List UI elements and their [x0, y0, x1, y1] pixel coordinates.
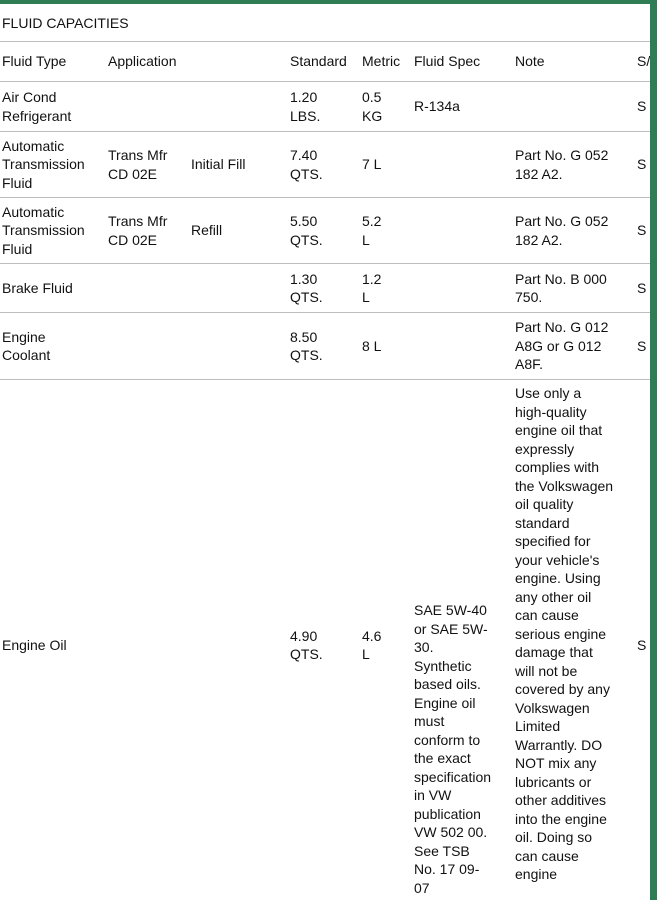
fluid-capacities-table — [0, 4, 650, 900]
cell-standard: 8.50 QTS. — [290, 328, 323, 363]
cell-s: S — [637, 222, 647, 239]
cell-s: S — [637, 98, 647, 115]
cell-fluid-type: Air Cond Refrigerant — [2, 89, 72, 124]
cell-standard: 1.20 LBS. — [290, 89, 321, 124]
cell-application-detail — [191, 380, 281, 900]
cell-application-detail: Initial Fill — [191, 156, 246, 173]
cell-application-detail — [191, 313, 281, 379]
cell-fluid-spec — [414, 132, 508, 197]
header-fluid-spec: Fluid Spec — [414, 53, 481, 70]
header-application: Application — [108, 53, 177, 70]
cell-s: S — [637, 337, 647, 354]
cell-fluid-spec — [414, 264, 508, 312]
cell-application — [108, 313, 188, 379]
table-row — [0, 380, 650, 900]
header-fluid-type: Fluid Type — [2, 53, 67, 70]
cell-fluid-type: Automatic Transmission Fluid — [2, 137, 85, 191]
cell-fluid-type: Engine Oil — [2, 636, 67, 653]
cell-fluid-spec: R-134a — [414, 98, 460, 115]
table-row — [0, 198, 650, 264]
cell-standard: 1.30 QTS. — [290, 270, 323, 305]
table-row — [0, 132, 650, 198]
table-title: FLUID CAPACITIES — [0, 4, 650, 42]
cell-s: S — [637, 279, 647, 296]
cell-note: Part No. G 012 A8G or G 012 A8F. — [515, 319, 609, 373]
cell-standard: 4.90 QTS. — [290, 627, 323, 662]
header-note: Note — [515, 53, 545, 70]
cell-note: Use only a high-quality engine oil that expressly complies with the Volkswagen oil quality standard specified for your vehicle's engine. Using any other oil can cause serious engine damage that will not be covered by any Volkswagen Limited Warrantly. DO NOT mix any lubricants or other additives into the engine oil. Doing so can cause engine — [515, 385, 614, 882]
cell-metric: 1.2 L — [362, 270, 382, 305]
cell-s: S — [637, 636, 647, 653]
cell-application: Trans Mfr CD 02E — [108, 147, 168, 182]
header-s: S/ — [637, 53, 650, 70]
cell-application-detail — [191, 264, 281, 312]
header-standard: Standard — [290, 53, 347, 70]
cell-application — [108, 264, 188, 312]
cell-application: Trans Mfr CD 02E — [108, 213, 168, 248]
cell-application — [108, 82, 188, 131]
cell-note: Part No. B 000 750. — [515, 270, 607, 305]
table-row — [0, 264, 650, 313]
cell-fluid-spec — [414, 313, 508, 379]
cell-metric: 7 L — [362, 156, 382, 173]
cell-application — [108, 380, 188, 900]
cell-metric: 5.2 L — [362, 213, 382, 248]
cell-metric: 0.5 KG — [362, 89, 383, 124]
cell-standard: 5.50 QTS. — [290, 213, 323, 248]
cell-note: Part No. G 052 182 A2. — [515, 213, 609, 248]
cell-application-detail — [191, 82, 281, 131]
cell-fluid-type: Engine Coolant — [2, 328, 51, 363]
cell-note: Part No. G 052 182 A2. — [515, 147, 609, 182]
cell-standard: 7.40 QTS. — [290, 147, 323, 182]
cell-note — [515, 82, 625, 131]
cell-application-detail: Refill — [191, 222, 223, 239]
table-row — [0, 82, 650, 132]
table-row — [0, 313, 650, 380]
cell-fluid-spec: SAE 5W-40 or SAE 5W- 30. Synthetic based oils. Engine oil must conform to the exact specification in VW publication VW 502 00. See TSB No. 17 09- 07 — [414, 602, 492, 896]
cell-fluid-type: Brake Fluid — [2, 279, 73, 296]
header-metric: Metric — [362, 53, 401, 70]
cell-metric: 4.6 L — [362, 627, 382, 662]
header-row — [0, 42, 650, 82]
cell-fluid-spec — [414, 198, 508, 263]
cell-fluid-type: Automatic Transmission Fluid — [2, 203, 85, 257]
cell-metric: 8 L — [362, 337, 382, 354]
cell-s: S — [637, 156, 647, 173]
